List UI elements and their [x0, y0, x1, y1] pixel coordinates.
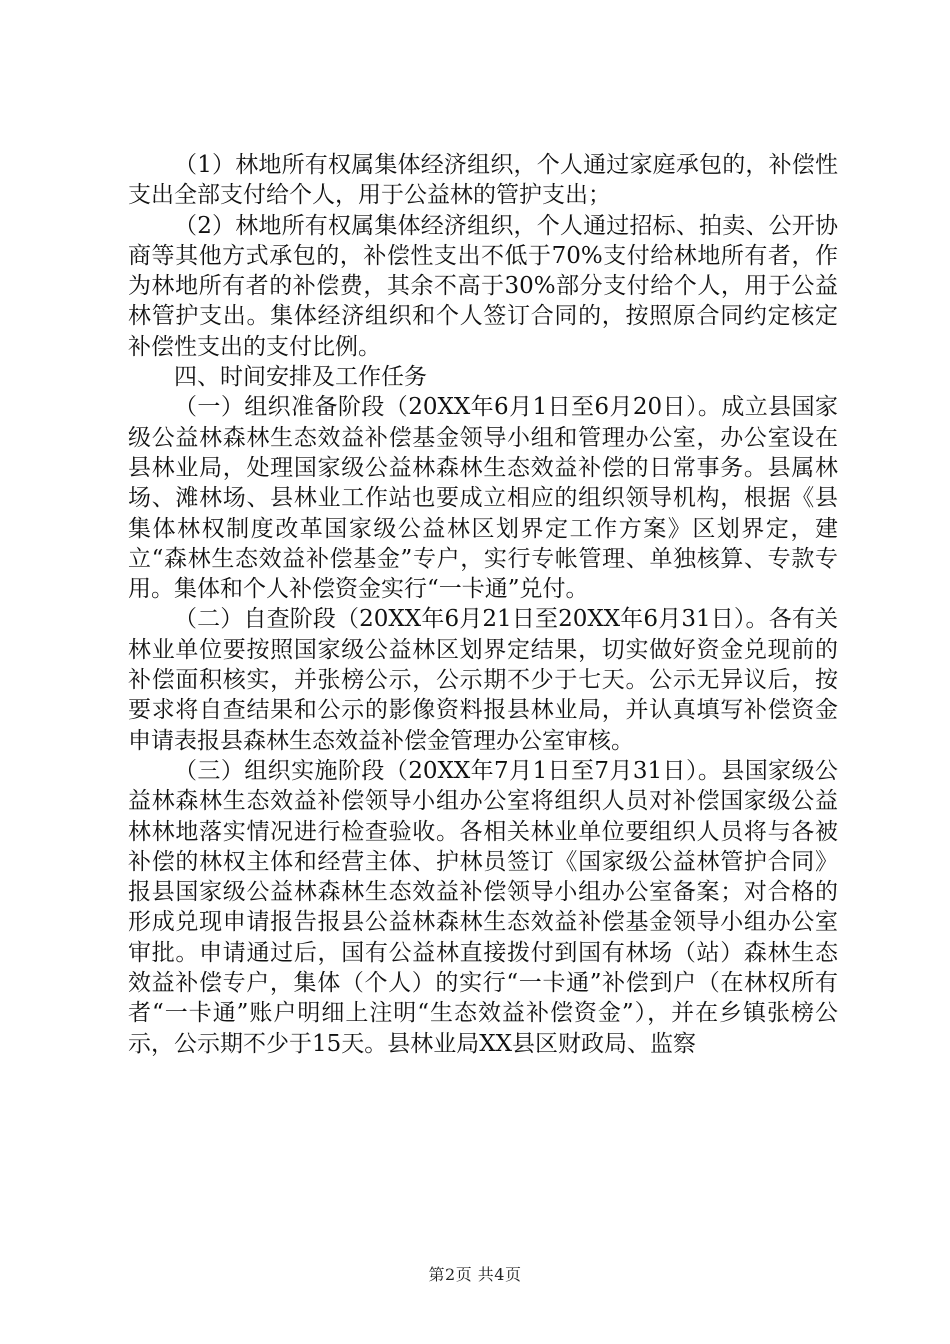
paragraph-implementation-stage: （三）组织实施阶段（20XX年7月1日至7月31日）。县国家级公益林森林生态效益补偿领导小组办公室将组织人员对补偿国家级公益林林地落实情况进行检查验收。各相关林业单位要组织人员将与各被补偿的林权主体和经营主体、护林员签订《国家级公益林管护合同》报县国家级公益林森林生态效益补偿领导小组办公室备案；对合格的形成兑现申请报告报县公益林森林生态效益补偿基金领导小组办公室审批。申请通过后，国有公益林直接拨付到国有林场（站）森林生态效益补偿专户，集体（个人）的实行“一卡通”补偿到户（在林权所有者“一卡通”账户明细上注明“生态效益补偿资金”），并在乡镇张榜公示，公示期不少于15天。县林业局XX县区财政局、监察 [128, 757, 838, 1057]
paragraph-household-contract: （1）林地所有权属集体经济组织，个人通过家庭承包的，补偿性支出全部支付给个人，用于公益林的管护支出； [128, 152, 838, 209]
paragraph-self-check-stage: （二）自查阶段（20XX年6月21日至20XX年6月31日）。各有关林业单位要按照国家级公益林区划界定结果，切实做好资金兑现前的补偿面积核实，并张榜公示，公示期不少于七天。公示无异议后，按要求将自查结果和公示的影像资料报县林业局，并认真填写补偿资金申请表报县森林生态效益补偿金管理办公室审核。 [128, 606, 838, 754]
page-number-footer: 第2页 共4页 [428, 1265, 522, 1284]
section-heading-schedule: 四、时间安排及工作任务 [174, 364, 427, 391]
paragraph-preparation-stage: （一）组织准备阶段（20XX年6月1日至6月20日）。成立县国家级公益林森林生态效益补偿基金领导小组和管理办公室，办公室设在县林业局，处理国家级公益林森林生态效益补偿的日常事务。县属林场、滩林场、县林业工作站也要成立相应的组织领导机构，根据《县集体林权制度改革国家级公益林区划界定工作方案》区划界定，建立“森林生态效益补偿基金”专户，实行专帐管理、单独核算、专款专用。集体和个人补偿资金实行“一卡通”兑付。 [128, 394, 838, 603]
paragraph-tender-contract: （2）林地所有权属集体经济组织，个人通过招标、拍卖、公开协商等其他方式承包的，补偿性支出不低于70%支付给林地所有者，作为林地所有者的补偿费，其余不高于30%部分支付给个人，用于公益林管护支出。集体经济组织和个人签订合同的，按照原合同约定核定补偿性支出的支付比例。 [128, 212, 838, 360]
document-body [128, 150, 838, 1059]
